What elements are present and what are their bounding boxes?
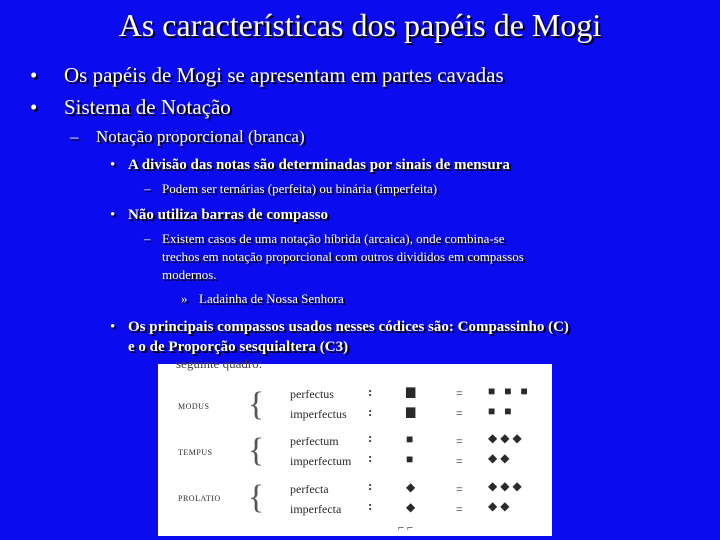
level4-text-line: trechos em notação proporcional com outros divididos em compassos: [162, 249, 524, 264]
group-label: MODUS: [178, 402, 210, 411]
level5-bullet: [181, 290, 344, 308]
group-label: TEMPUS: [178, 448, 213, 457]
brace-icon: {: [248, 479, 265, 516]
equals-sign: =: [456, 454, 463, 468]
long-note-icon: ▆: [406, 404, 416, 418]
sub-bullet-text: Notação proporcional (branca): [96, 127, 305, 146]
bullet-marker: •: [30, 63, 38, 87]
term-label: imperfectum: [290, 454, 352, 468]
bullet-marker: •: [110, 207, 116, 223]
sub-bullet: [70, 126, 305, 148]
level3-text-line: e o de Proporção sesquialtera (C3): [128, 339, 349, 355]
bullet-marker: •: [110, 157, 116, 173]
colon-sign: :: [368, 430, 373, 445]
equals-sign: =: [456, 482, 463, 496]
group-label: PROLATIO: [178, 494, 221, 503]
breve-note-icon: ■: [406, 452, 414, 466]
level3-text: A divisão das notas são determinadas por sinais de mensura: [128, 157, 510, 173]
equals-sign: =: [456, 386, 463, 400]
bullet-text: Os papéis de Mogi se apresentam em partes cavadas: [64, 63, 504, 87]
level3-bullet: [110, 205, 328, 225]
breve-notes-icon: ■ ■ ■: [488, 384, 531, 398]
semibreve-notes-icon: ◆◆◆: [488, 431, 525, 445]
level5-text: Ladainha de Nossa Senhora: [199, 291, 344, 306]
minim-notes-icon: ◆◆◆: [488, 479, 525, 493]
dash-marker: –: [70, 127, 79, 146]
colon-sign: :: [368, 478, 373, 493]
colon-sign: :: [368, 384, 373, 399]
term-label: perfecta: [290, 482, 329, 496]
bullet-marker: •: [110, 319, 116, 335]
equals-sign: =: [456, 406, 463, 420]
colon-sign: :: [368, 450, 373, 465]
term-label: imperfectus: [290, 407, 347, 421]
dash-marker: –: [144, 181, 151, 196]
level4-bullet: [144, 180, 437, 198]
breve-notes-icon: ■ ■: [488, 404, 515, 418]
bullet-marker: •: [30, 95, 38, 119]
semibreve-note-icon: ◆: [406, 480, 416, 494]
level4-bullet: [144, 230, 505, 248]
level3-text: Não utiliza barras de compasso: [128, 207, 328, 223]
bullet-item: [30, 62, 504, 88]
semibreve-notes-icon: ◆◆: [488, 451, 513, 465]
breve-note-icon: ■: [406, 432, 414, 446]
mensuration-table-image: [158, 356, 552, 536]
dash-marker: –: [144, 231, 151, 246]
minim-notes-icon: ◆◆: [488, 499, 513, 513]
term-label: perfectum: [290, 434, 339, 448]
brace-icon: {: [248, 386, 265, 423]
level3-text: Os principais compassos usados nesses códices são: Compassinho (C): [128, 319, 569, 335]
semibreve-note-icon: ◆: [406, 500, 416, 514]
term-label: perfectus: [290, 387, 334, 401]
level3-bullet: [110, 155, 510, 175]
cropped-edge-marks: ⌐ ⌐: [398, 522, 414, 534]
colon-sign: :: [368, 498, 373, 513]
level4-text-line: modernos.: [162, 267, 217, 282]
level4-text: Existem casos de uma notação híbrida (arcaica), onde combina-se: [162, 231, 505, 246]
chevron-marker: »: [181, 291, 188, 306]
slide-title: As características dos papéis de Mogi: [118, 7, 602, 43]
long-note-icon: ▆: [406, 384, 416, 398]
equals-sign: =: [456, 502, 463, 516]
level4-text: Podem ser ternárias (perfeita) ou binária (imperfeita): [162, 181, 438, 196]
term-label: imperfecta: [290, 502, 342, 516]
cropped-caption: seguinte quadro:: [176, 356, 263, 371]
bullet-item: [30, 94, 231, 120]
bullet-text: Sistema de Notação: [64, 95, 231, 119]
equals-sign: =: [456, 434, 463, 448]
colon-sign: :: [368, 404, 373, 419]
brace-icon: {: [248, 432, 265, 469]
level3-bullet: [110, 317, 569, 337]
